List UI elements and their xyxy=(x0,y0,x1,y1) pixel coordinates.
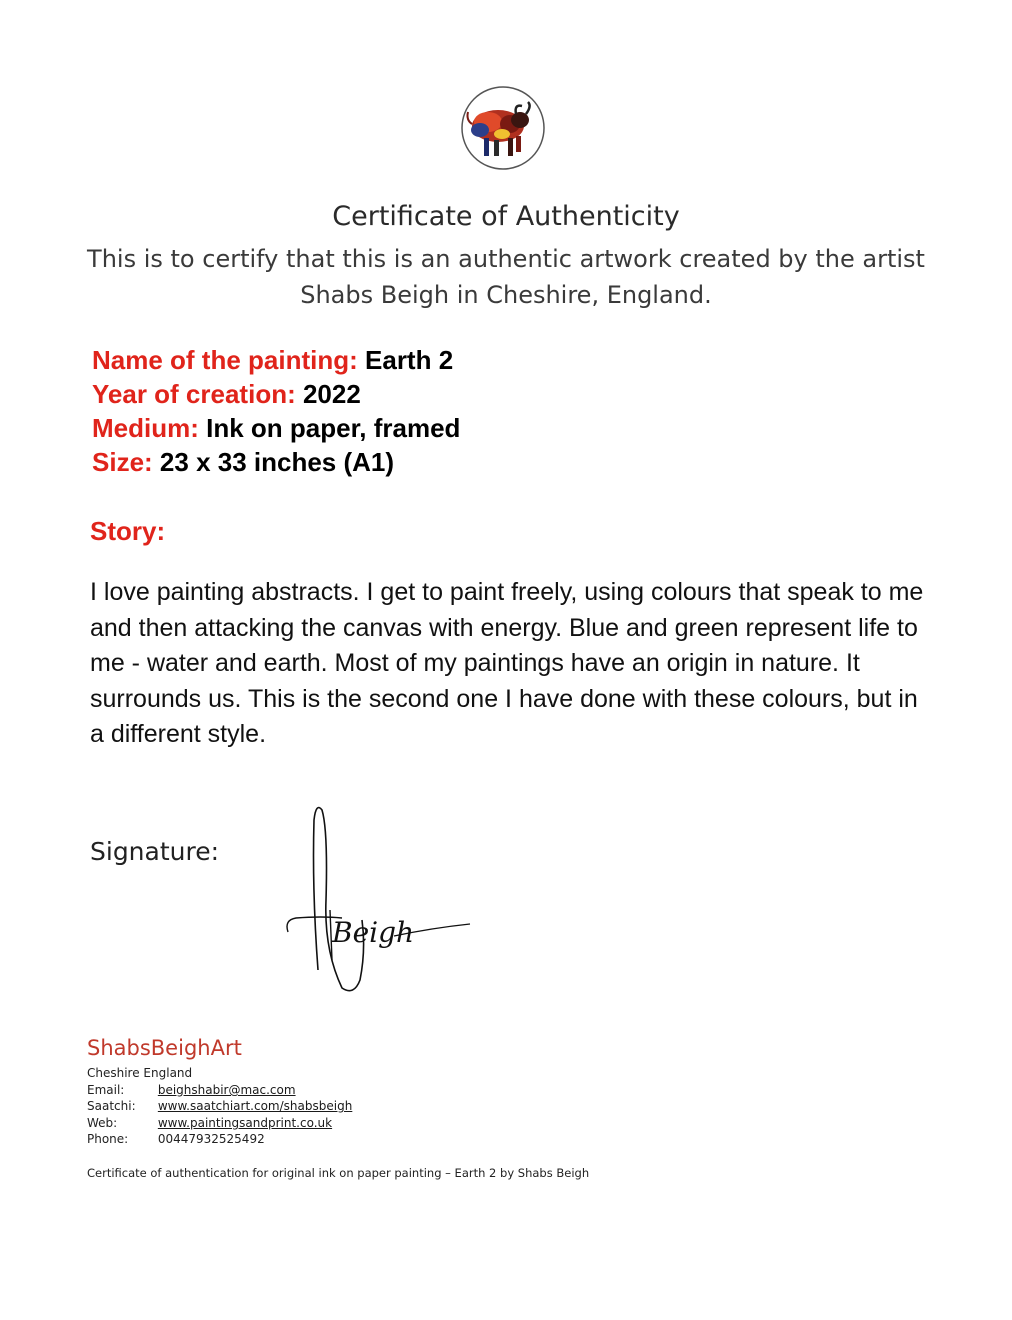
year-label: Year of creation: xyxy=(92,379,296,409)
painting-name-field xyxy=(92,345,453,376)
saatchi-link[interactable]: www.saatchiart.com/shabsbeigh xyxy=(157,1099,353,1113)
footer-note: Certificate of authentication for original ink on paper painting – Earth 2 by Shabs Beigh xyxy=(87,1166,590,1180)
web-link[interactable]: www.paintingsandprint.co.uk xyxy=(157,1116,333,1130)
painting-name-value: Earth 2 xyxy=(365,345,454,375)
email-label: Email: xyxy=(87,1083,125,1097)
certify-line-1: This is to certify that this is an authentic artwork created by the artist xyxy=(87,245,925,273)
story-heading: Story: xyxy=(90,516,166,546)
medium-label: Medium: xyxy=(92,413,199,443)
size-label: Size: xyxy=(92,447,153,477)
contact-phone-row xyxy=(87,1132,265,1146)
certify-statement xyxy=(0,241,1012,313)
year-value: 2022 xyxy=(302,379,361,409)
year-field xyxy=(92,379,361,410)
signature-image xyxy=(282,800,477,996)
saatchi-label: Saatchi: xyxy=(87,1099,136,1113)
contact-web-row xyxy=(87,1116,332,1130)
story-text: I love painting abstracts. I get to paint freely, using colours that speak to me and then attacking the canvas with energy. Blue and green represent life to me - water and earth. Most of my paintings have an origin in nature. It surrounds us. This is the second one I have done with these colours, but in a different style. xyxy=(90,578,924,748)
size-value: 23 x 33 inches (A1) xyxy=(159,447,395,477)
contact-email-row xyxy=(87,1083,296,1097)
certify-line-2: Shabs Beigh in Cheshire, England. xyxy=(300,281,712,309)
signature-text: Beigh xyxy=(332,916,415,949)
phone-label: Phone: xyxy=(87,1132,129,1146)
brand-location: Cheshire England xyxy=(87,1066,193,1080)
certificate-title: Certificate of Authenticity xyxy=(332,201,680,232)
phone-value: 00447932525492 xyxy=(157,1132,265,1146)
contact-saatchi-row xyxy=(87,1099,352,1113)
painting-name-label: Name of the painting: xyxy=(92,345,358,375)
web-label: Web: xyxy=(87,1116,118,1130)
medium-field xyxy=(92,413,460,444)
size-field xyxy=(92,447,394,478)
medium-value: Ink on paper, framed xyxy=(206,413,461,443)
brand-name: ShabsBeighArt xyxy=(87,1036,242,1060)
email-link[interactable]: beighshabir@mac.com xyxy=(157,1083,296,1097)
bull-logo-icon xyxy=(458,84,548,172)
signature-label: Signature: xyxy=(90,837,220,866)
